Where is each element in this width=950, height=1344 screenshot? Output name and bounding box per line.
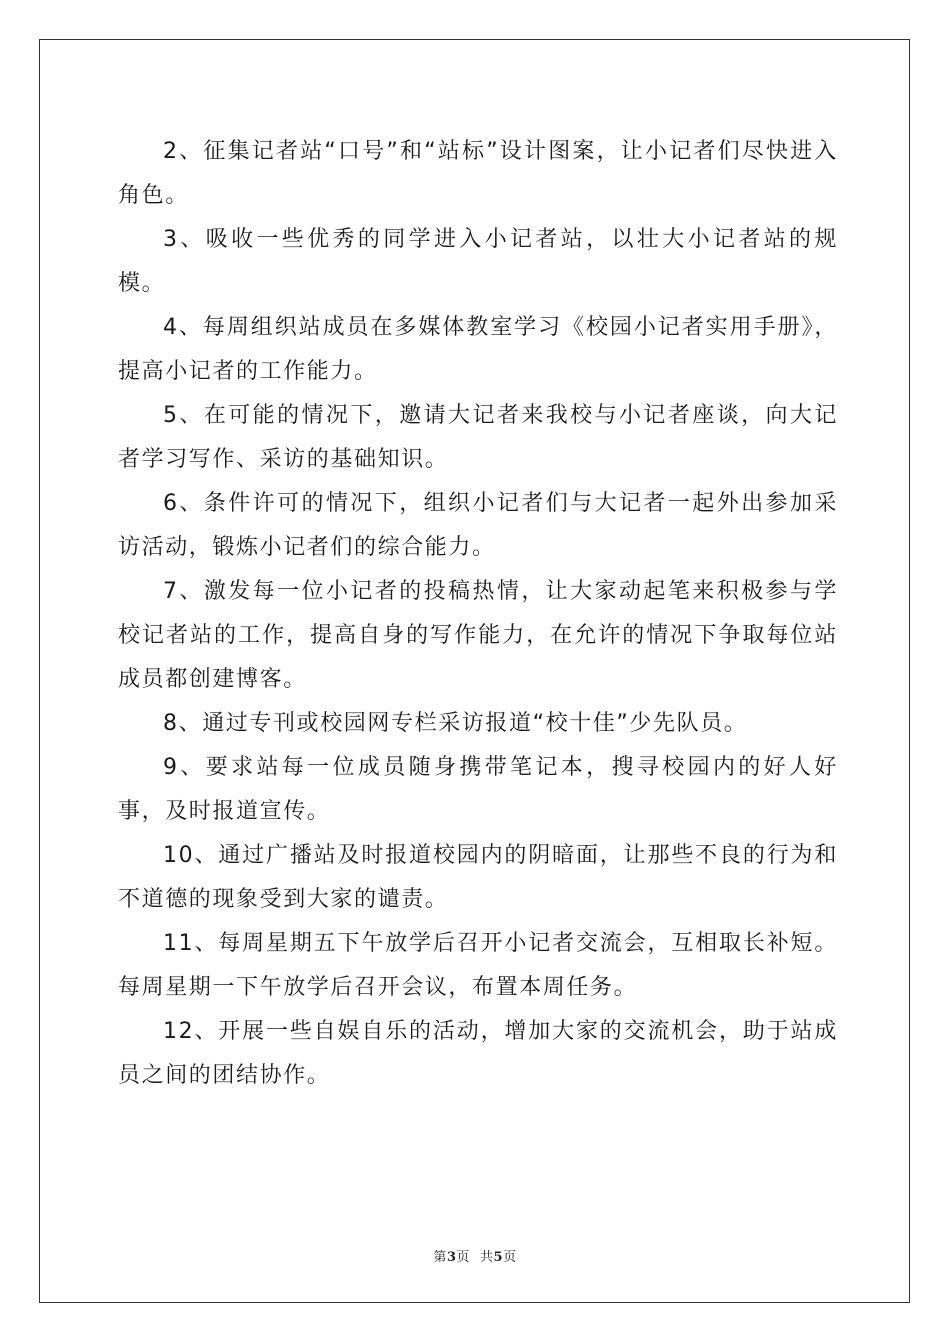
paragraph-item-11: 11、每周星期五下午放学后召开小记者交流会，互相取长补短。每周星期一下午放学后召开会议，布置本周任务。 [118, 931, 838, 1000]
total-suffix: 页 [503, 1250, 517, 1265]
current-page-number: 3 [446, 1250, 457, 1265]
paragraph-item-2: 2、征集记者站“口号”和“站标”设计图案，让小记者们尽快进入角色。 [118, 139, 838, 208]
total-pages-number: 5 [493, 1250, 504, 1265]
page-suffix: 页 [456, 1250, 470, 1265]
page-footer [0, 1246, 950, 1265]
paragraph-item-10: 10、通过广播站及时报道校园内的阴暗面，让那些不良的行为和不道德的现象受到大家的谴责。 [118, 843, 838, 912]
document-body [118, 130, 838, 1098]
total-prefix: 共 [480, 1250, 494, 1265]
paragraph-item-3: 3、吸收一些优秀的同学进入小记者站，以壮大小记者站的规模。 [118, 227, 838, 296]
paragraph-item-9: 9、要求站每一位成员随身携带笔记本，搜寻校园内的好人好事，及时报道宣传。 [118, 755, 838, 824]
paragraph-item-12: 12、开展一些自娱自乐的活动，增加大家的交流机会，助于站成员之间的团结协作。 [118, 1019, 838, 1088]
paragraph-item-4: 4、每周组织站成员在多媒体教室学习《校园小记者实用手册》，提高小记者的工作能力。 [118, 315, 838, 384]
paragraph-item-7: 7、激发每一位小记者的投稿热情，让大家动起笔来积极参与学校记者站的工作，提高自身的写作能力，在允许的情况下争取每位站成员都创建博客。 [118, 579, 838, 692]
paragraph-item-5: 5、在可能的情况下，邀请大记者来我校与小记者座谈，向大记者学习写作、采访的基础知识。 [118, 403, 838, 472]
paragraph-item-6: 6、条件许可的情况下，组织小记者们与大记者一起外出参加采访活动，锻炼小记者们的综合能力。 [118, 491, 838, 560]
page-prefix: 第 [433, 1250, 447, 1265]
paragraph-item-8: 8、通过专刊或校园网专栏采访报道“校十佳”少先队员。 [163, 711, 748, 736]
